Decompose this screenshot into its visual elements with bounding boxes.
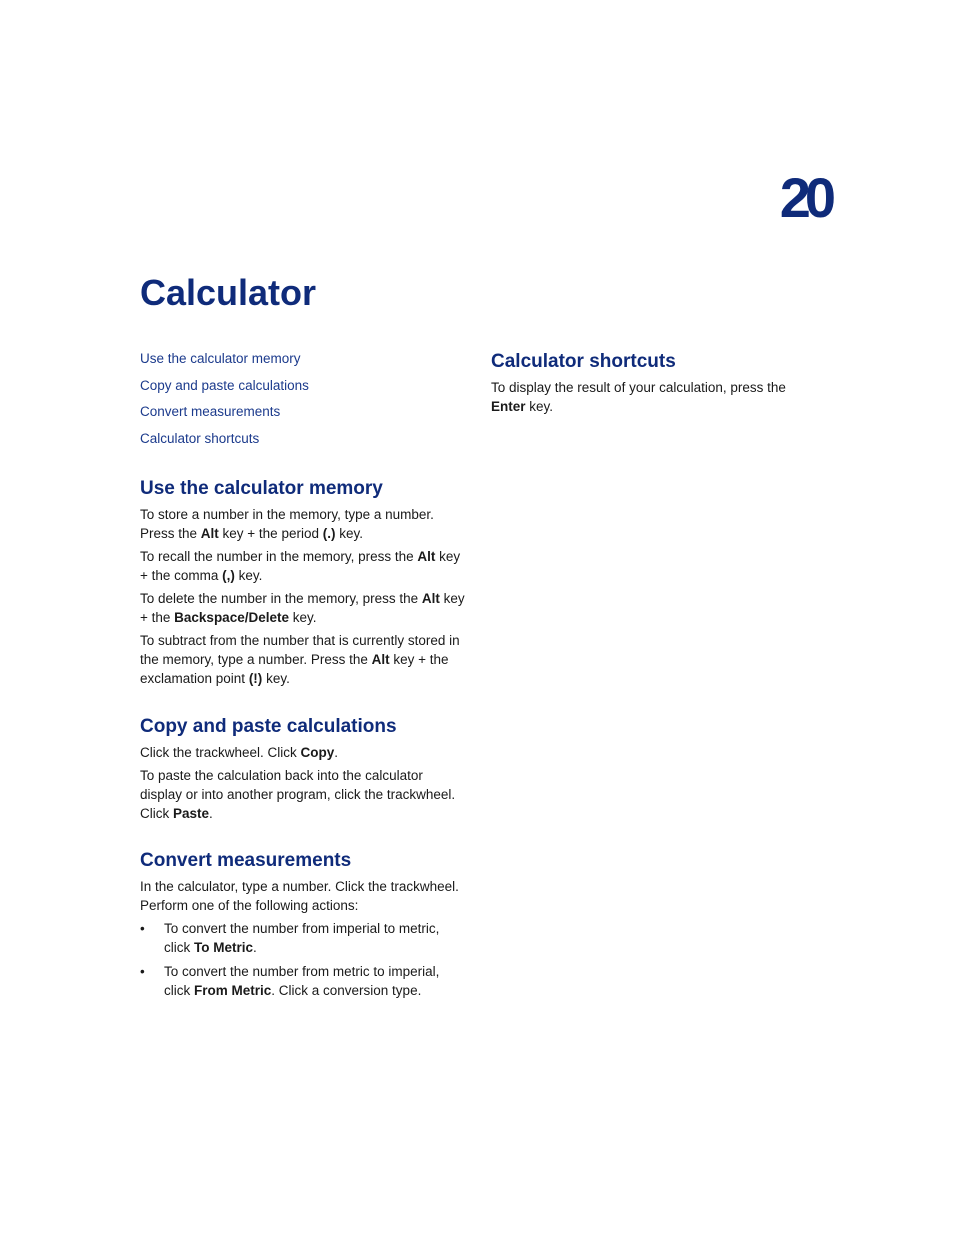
left-column <box>140 476 465 1024</box>
paragraph: Click the trackwheel. Click Copy. <box>140 745 339 760</box>
paragraph: To subtract from the number that is currently stored in the memory, type a number. Press the Alt key + the exclamation point (!) key. <box>140 633 460 686</box>
list-item: • To convert the number from imperial to metric, click To Metric. <box>140 921 440 955</box>
section-copy-paste <box>140 714 465 823</box>
toc-link-copy-paste[interactable]: Copy and paste calculations <box>140 377 309 393</box>
list-item: • To convert the number from metric to imperial, click From Metric. Click a conversion type. <box>140 964 440 998</box>
paragraph: In the calculator, type a number. Click the trackwheel. Perform one of the following actions: <box>140 879 459 913</box>
section-use-memory <box>140 476 465 688</box>
section-heading: Copy and paste calculations <box>140 716 397 737</box>
chapter-title: Calculator <box>140 272 317 313</box>
bullet-list <box>140 919 465 1000</box>
right-column <box>491 349 796 440</box>
paragraph: To display the result of your calculation, press the Enter key. <box>491 380 786 414</box>
toc-link-convert[interactable]: Convert measurements <box>140 404 281 420</box>
chapter-number: 20 <box>779 166 830 229</box>
chapter-toc <box>140 350 470 456</box>
toc-link-use-memory[interactable]: Use the calculator memory <box>140 351 301 366</box>
section-convert <box>140 848 465 1000</box>
paragraph: To recall the number in the memory, press the Alt key + the comma (,) key. <box>140 549 461 583</box>
toc-link-shortcuts[interactable]: Calculator shortcuts <box>140 430 260 446</box>
section-shortcuts <box>491 349 796 416</box>
section-heading: Convert measurements <box>140 850 352 871</box>
bullet-glyph: • <box>140 964 145 979</box>
bullet-glyph: • <box>140 921 145 936</box>
paragraph: To delete the number in the memory, press the Alt key + the Backspace/Delete key. <box>140 591 465 625</box>
section-heading: Use the calculator memory <box>140 478 383 499</box>
paragraph: To store a number in the memory, type a number. Press the Alt key + the period (.) key. <box>140 507 434 541</box>
paragraph: To paste the calculation back into the calculator display or into another program, click the trackwheel. Click Paste. <box>140 768 456 821</box>
section-heading: Calculator shortcuts <box>491 351 676 372</box>
